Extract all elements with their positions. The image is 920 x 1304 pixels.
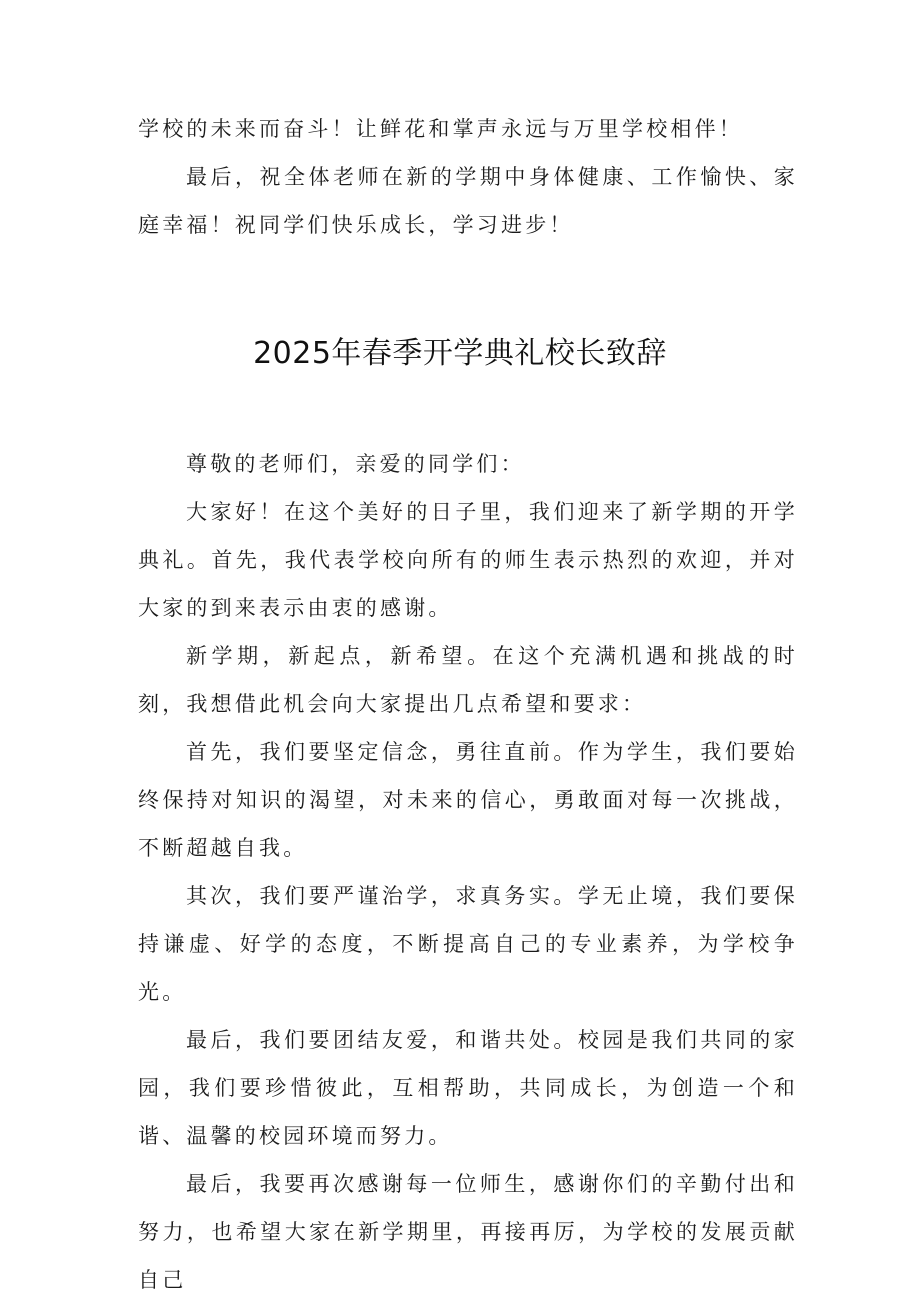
paragraph-welcome: 大家好！在这个美好的日子里，我们迎来了新学期的开学典礼。首先，我代表学校向所有的师生表示热烈的欢迎，并对大家的到来表示由衷的感谢。 <box>138 500 798 620</box>
paragraph-third-point: 最后，我们要团结友爱，和谐共处。校园是我们共同的家园，我们要珍惜彼此，互相帮助，共同成长，为创造一个和谐、温馨的校园环境而努力。 <box>138 1028 798 1148</box>
paragraph-new-term: 新学期，新起点，新希望。在这个充满机遇和挑战的时刻，我想借此机会向大家提出几点希望和要求： <box>138 644 798 716</box>
greeting: 尊敬的老师们，亲爱的同学们： <box>186 452 525 476</box>
speech-body <box>138 440 798 1304</box>
paragraph-thanks: 最后，我要再次感谢每一位师生，感谢你们的辛勤付出和努力，也希望大家在新学期里，再接再厉，为学校的发展贡献自己 <box>138 1172 798 1292</box>
continuation-line: 学校的未来而奋斗！让鲜花和掌声永远与万里学校相伴！ <box>138 117 743 141</box>
previous-section-continuation <box>138 105 798 249</box>
paragraph-first-point: 首先，我们要坚定信念，勇往直前。作为学生，我们要始终保持对知识的渴望，对未来的信心，勇敢面对每一次挑战，不断超越自我。 <box>138 740 798 860</box>
paragraph-second-point: 其次，我们要严谨治学，求真务实。学无止境，我们要保持谦虚、好学的态度，不断提高自己的专业素养，为学校争光。 <box>138 884 798 1004</box>
speech-title: 2025年春季开学典礼校长致辞 <box>253 336 667 371</box>
closing-wishes: 最后，祝全体老师在新的学期中身体健康、工作愉快、家庭幸福！祝同学们快乐成长，学习进步！ <box>138 165 798 237</box>
